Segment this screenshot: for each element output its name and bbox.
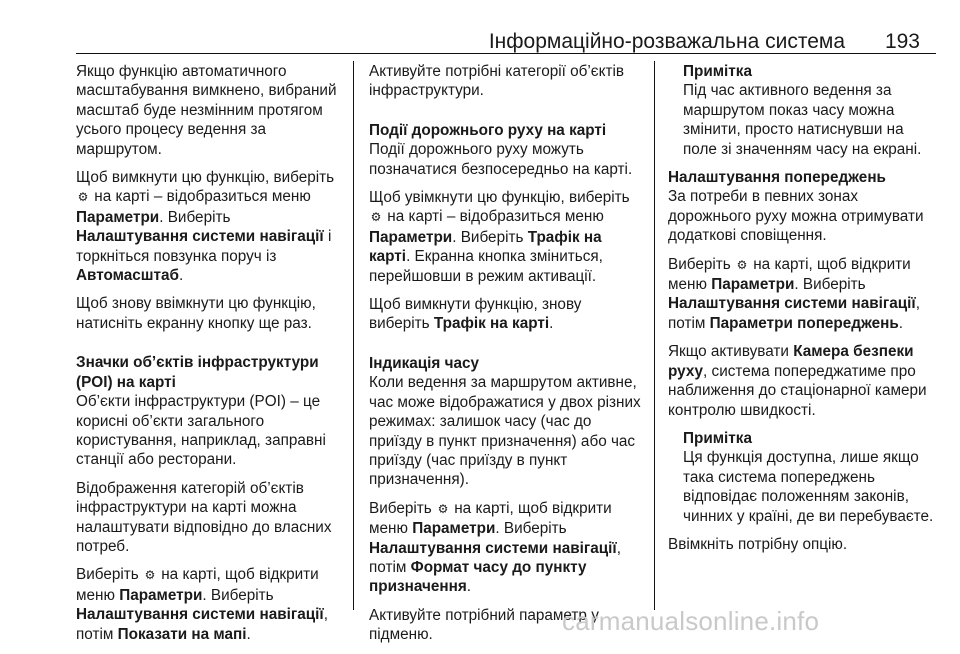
note-title: Примітка [683,429,752,447]
page-number: 193 [884,30,920,53]
gear-icon: ⚙ [370,210,382,225]
gear-icon: ⚙ [144,568,156,583]
column-3 [668,62,938,563]
header-rule [76,53,936,54]
page-header [0,22,960,62]
paragraph: Коли ведення за маршрутом активне, час може відображатися у двох різних режимах: залишок часу (час до приїзду в пункт призначення) або час приїзду (час приїзду в пункт призначення). [369,374,641,489]
column-divider-1 [353,61,354,610]
note-box [668,62,938,159]
section-heading: Налаштування попереджень [668,169,886,187]
paragraph: Виберіть ⚙ на карті, щоб відкрити меню Параметри. Виберіть Налаштування системи навігації, потім Параметри попереджень. [668,255,920,332]
gear-icon: ⚙ [736,257,748,272]
header-title: Інформаційно-розважальна система [488,30,845,53]
section-heading: Індикація часу [369,354,479,372]
paragraph: Виберіть ⚙ на карті, щоб відкрити меню Параметри. Виберіть Налаштування системи навігації, потім Показати на мапі. [76,566,328,643]
paragraph: Ввімкніть потрібну опцію. [668,535,848,553]
paragraph: Якщо активувати Камера безпеки руху, система попереджатиме про наближення до стаціонарної камери контролю швидкості. [668,343,927,419]
column-1 [76,62,346,653]
gear-icon: ⚙ [77,190,89,205]
note-title: Примітка [683,63,752,80]
gear-icon: ⚙ [437,501,449,516]
paragraph: Відображення категорій об’єктів інфраструктури на карті можна налаштувати відповідно до власних потреб. [76,479,332,555]
paragraph: Щоб вимкнути цю функцію, виберіть ⚙ на карті – відобразиться меню Параметри. Виберіть Налаштування системи навігації і торкніться повзунка поруч із Автомасштаб. [76,169,335,285]
note-text: Ця функція доступна, лише якщо така система попереджень відповідає положенням законів, чинних у країні, де ви перебуваєте. [683,449,934,525]
paragraph: Активуйте потрібний параметр у підменю. [369,606,599,644]
paragraph: Виберіть ⚙ на карті, щоб відкрити меню Параметри. Виберіть Налаштування системи навігації, потім Формат часу до пункту призначення. [369,499,621,596]
section-heading: Події дорожнього руху на карті [369,121,607,139]
paragraph: Щоб вимкнути функцію, знову виберіть Трафік на карті. [369,296,582,333]
paragraph: За потреби в певних зонах дорожнього руху можна отримувати додаткові сповіщення. [668,188,924,245]
watermark: carmanualsonline.info [562,606,820,636]
paragraph: Об’єкти інфраструктури (POI) – це корисні об’єкти загального користування, наприклад, заправні станції або ресторани. [76,393,326,469]
note-text: Під час активного ведення за маршрутом показ часу можна змінити, просто натиснувши на поле зі значенням часу на екрані. [683,82,922,158]
section-heading: Значки об’єктів інфраструктури (POI) на карті [76,354,319,391]
paragraph: Події дорожнього руху можуть позначатися безпосередньо на карті. [369,141,633,178]
paragraph: Якщо функцію автоматичного масштабування вимкнено, вибраний масштаб буде незмінним протягом усього процесу ведення за маршрутом. [76,63,337,158]
paragraph: Щоб увімкнути цю функцію, виберіть ⚙ на карті – відобразиться меню Параметри. Виберіть Трафік на карті. Екранна кнопка зміниться, перейшовши в режим активації. [369,189,630,285]
column-2 [369,62,641,654]
note-box [668,429,938,526]
paragraph: Активуйте потрібні категорії об’єктів інфраструктури. [369,63,624,100]
column-divider-2 [654,61,655,610]
paragraph: Щоб знову ввімкнути цю функцію, натисніть екранну кнопку ще раз. [76,295,316,332]
